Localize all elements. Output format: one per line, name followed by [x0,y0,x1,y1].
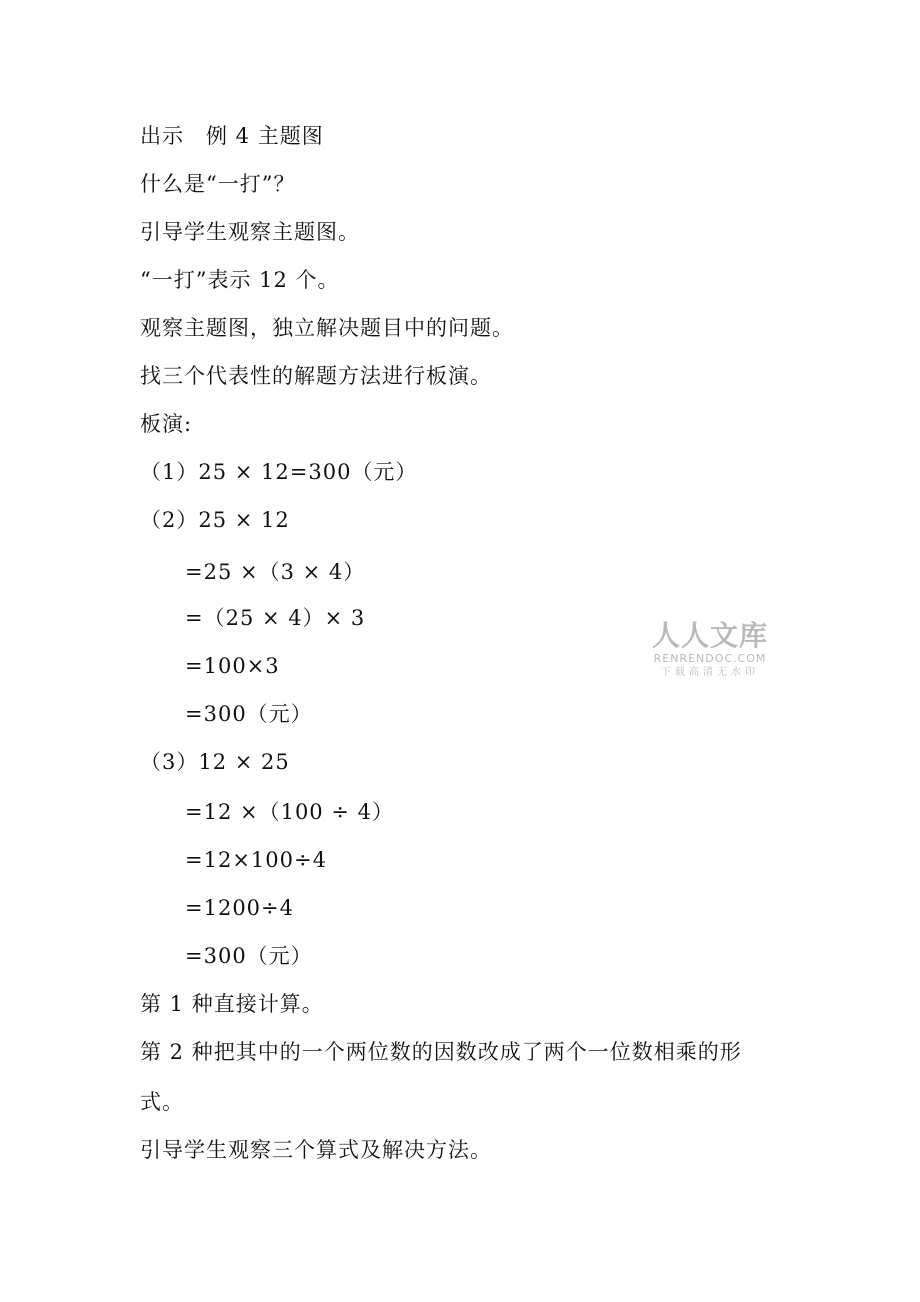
line-guide-observe-formulas: 引导学生观察三个算式及解决方法。 [140,1138,492,1162]
line-method-2-step-1: =25 ×（3 × 4） [185,560,366,584]
line-second-way: 第 2 种把其中的一个两位数的因数改成了两个一位数相乘的形 [140,1040,742,1064]
line-method-2-step-3: =100×3 [185,654,280,678]
watermark-url: RENRENDOC.COM [653,652,767,665]
line-method-3-step-1: =12 ×（100 ÷ 4） [185,800,394,824]
line-guide-observe: 引导学生观察主题图。 [140,220,360,244]
line-method-2-step-2: =（25 × 4）× 3 [185,606,366,630]
line-method-3-step-2: =12×100÷4 [185,848,327,872]
line-method-2: （2）25 × 12 [140,508,290,532]
line-method-2-step-4: =300（元） [185,702,313,726]
line-show-example: 出示 例 4 主题图 [140,124,324,148]
line-dozen-means-12: “一打”表示 12 个。 [140,268,340,292]
line-solve-independently: 观察主题图，独立解决题目中的问题。 [140,316,514,340]
line-method-1: （1）25 × 12=300（元） [140,460,418,484]
line-second-way-cont: 式。 [140,1090,184,1114]
watermark-title: 人人文库 [651,619,768,652]
line-first-way: 第 1 种直接计算。 [140,992,324,1016]
line-method-3: （3）12 × 25 [140,750,290,774]
line-method-3-step-4: =300（元） [185,944,313,968]
line-method-3-step-3: =1200÷4 [185,896,294,920]
line-board-demo: 板演: [140,412,193,436]
line-what-is-dozen: 什么是“一打”？ [140,172,296,196]
watermark [640,620,780,680]
watermark-subtitle: 下载高清无水印 [661,667,759,678]
line-find-methods: 找三个代表性的解题方法进行板演。 [140,364,492,388]
